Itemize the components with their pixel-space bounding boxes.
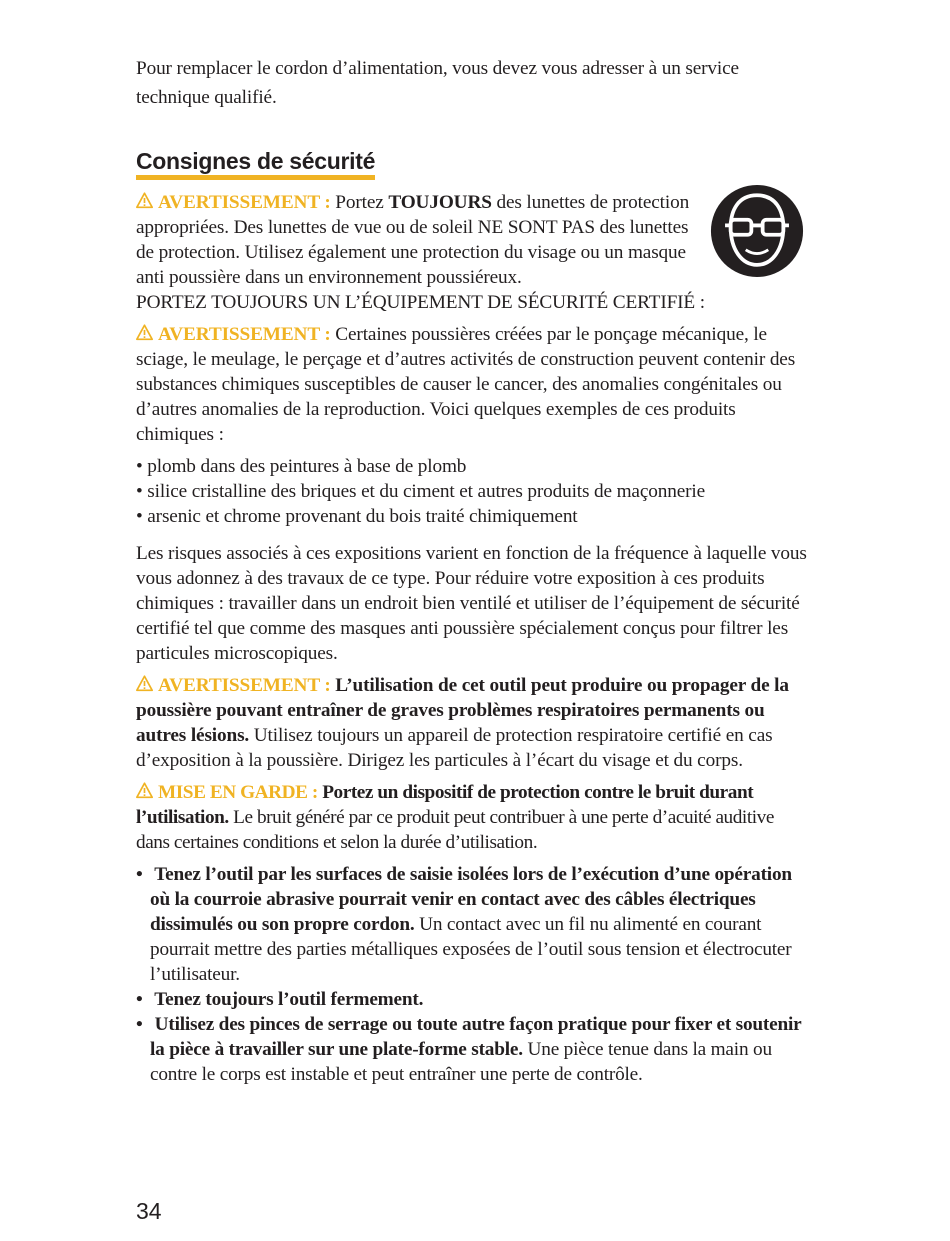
warning-1-label-group [136,192,331,213]
warning-triangle-icon [136,675,153,692]
list-item [136,862,808,987]
intro-paragraph: Pour remplacer le cordon d’alimentation, vous devez vous adresser à un service technique qualifié. [136,58,739,108]
section-title: Consignes de sécurité [136,147,375,180]
list-item [136,1012,808,1087]
warning-triangle-icon [136,782,153,799]
warning-1-emphasis: TOUJOURS [388,192,492,214]
warning-triangle-icon [136,192,153,209]
caution-noise [136,780,808,855]
rule-3-bold: Utilisez des pinces de serrage ou toute autre façon pratique pour fixer et soutenir la pièce à travailler sur une plate-forme stable. [150,1014,802,1061]
risks-paragraph: Les risques associés à ces expositions varient en fonction de la fréquence à laquelle vous vous adonnez à des travaux de ce type. Pour réduire votre exposition à ces produits chimiques : travailler dans un endroit bien ventilé et utiliser de l’équipement de sécurité certifié tel que comme des masques anti poussière spécialement conçus pour filtrer les particules microscopiques. [136,543,807,665]
certified-equipment-line: PORTEZ TOUJOURS UN L’ÉQUIPEMENT DE SÉCURITÉ CERTIFIÉ : [136,292,705,314]
bullet: • [136,1014,143,1036]
warning-2-label: AVERTISSEMENT : [158,324,331,346]
bullet: • [136,864,143,886]
caution-text: Le bruit généré par ce produit peut contribuer à une perte d’acuité auditive dans certaines conditions et selon la durée d’utilisation. [136,807,774,854]
warning-1-text-b: des lunettes de protection appropriées. Des lunettes de vue ou de soleil NE SONT PAS des lunettes de protection. Utilisez également une protection du visage ou un masque anti poussière dans un environnement poussiéreux. [136,192,690,289]
chemicals-list [136,454,808,529]
safety-goggles-icon [710,184,804,278]
manual-page-content [136,54,808,1087]
list-item: • silice cristalline des briques et du ciment et autres produits de maçonnerie [136,481,706,503]
warning-3-text: Utilisez toujours un appareil de protection respiratoire certifié en cas d’exposition à la poussière. Dirigez les particules à l’écart du visage et du corps. [136,725,773,772]
warning-2-label-group [136,324,331,345]
list-item [136,987,808,1012]
warning-3-label: AVERTISSEMENT : [158,675,331,697]
rule-3-text: Une pièce tenue dans la main ou contre le corps est instable et peut entraîner une perte de contrôle. [150,1039,772,1086]
rule-1-text: Un contact avec un fil nu alimenté en courant pourrait mettre des parties métalliques exposées de l’outil sous tension et électrocuter l’utilisateur. [150,914,792,986]
rule-2-bold: Tenez toujours l’outil fermement. [150,989,424,1011]
caution-bold: Portez un dispositif de protection contre le bruit durant l’utilisation. [136,782,754,829]
warning-1-text-a: Portez [330,192,389,214]
warning-1-text [136,190,708,290]
warning-3-label-group [136,675,331,696]
warning-dust [136,673,808,773]
bullet: • [136,989,143,1011]
safety-rules-list [136,862,808,1087]
warning-3-bold: L’utilisation de cet outil peut produire ou propager de la poussière pouvant entraîner de graves problèmes respiratoires permanents ou autres lésions. [136,675,789,747]
warning-eye-protection [136,190,808,315]
warning-1-label: AVERTISSEMENT : [158,192,331,214]
caution-label-group [136,782,318,803]
warning-2-text: Certaines poussières créées par le ponçage mécanique, le sciage, le meulage, le perçage et d’autres activités de construction peuvent contenir des substances chimiques susceptibles de causer le cancer, des anomalies congénitales ou d’autres anomalies de la reproduction. Voici quelques exemples de ces produits chimiques : [136,324,796,446]
warning-chemicals [136,322,808,447]
caution-label: MISE EN GARDE : [158,782,318,804]
list-item: • plomb dans des peintures à base de plomb [136,456,467,478]
page-number: 34 [136,1198,162,1224]
warning-triangle-icon [136,324,153,341]
rule-1-bold: Tenez l’outil par les surfaces de saisie isolées lors de l’exécution d’une opération où la courroie abrasive pourrait venir en contact avec des câbles électriques dissimulés ou son propre cordon. [150,864,792,936]
list-item: • arsenic et chrome provenant du bois traité chimiquement [136,506,578,528]
